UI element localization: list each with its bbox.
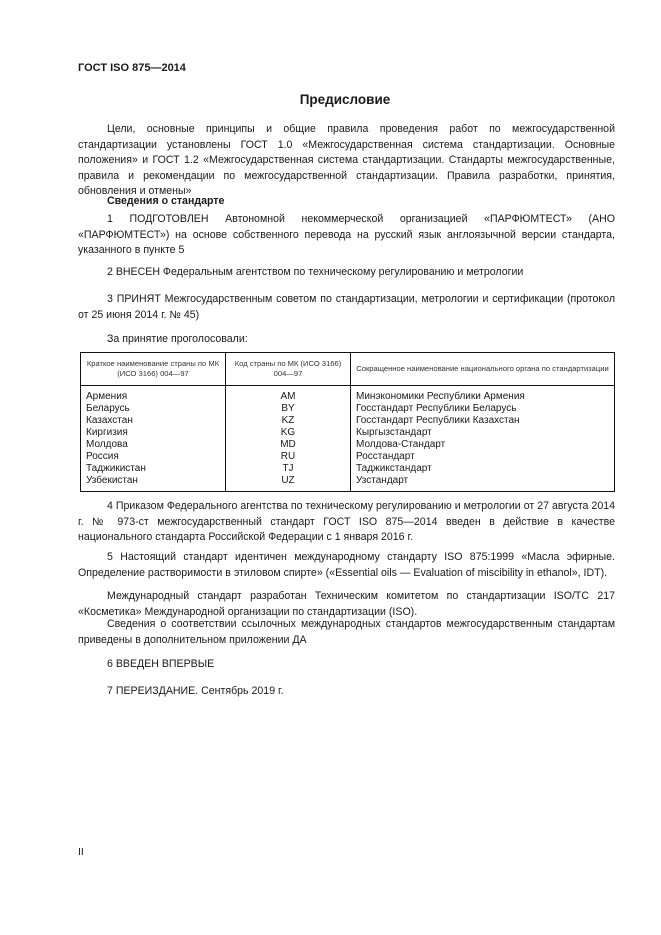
country-cell: Узбекистан	[81, 475, 226, 492]
code-cell: TJ	[226, 463, 351, 475]
table-row	[81, 475, 615, 492]
item-3-paragraph: 3 ПРИНЯТ Межгосударственным советом по стандартизации, метрологии и сертификации (протокол от 25 июня 2014 г. № 45)	[78, 293, 615, 321]
body-cell: Узстандарт	[351, 475, 615, 492]
item-4-paragraph: 4 Приказом Федерального агентства по техническому регулированию и метрологии от 27 августа 2014 г. № 973-ст межгосударственный стандарт ГОСТ ISO 875—2014 введен в действие в качестве национального стандарта Российской Федерации с 1 января 2016 г.	[78, 500, 615, 544]
body-cell: Молдова-Стандарт	[351, 439, 615, 451]
item-5-committee-paragraph: Международный стандарт разработан Техническим комитетом по стандартизации ISO/TC 217 «Косметика» Международной организации по стандартизации (ISO).	[78, 590, 615, 618]
table-row	[81, 415, 615, 427]
table-row	[81, 403, 615, 415]
code-cell: BY	[226, 403, 351, 415]
country-cell: Киргизия	[81, 427, 226, 439]
code-cell: AM	[226, 386, 351, 404]
item-2-paragraph: 2 ВНЕСЕН Федеральным агентством по техническому регулированию и метрологии	[107, 266, 524, 278]
document-code-header: ГОСТ ISO 875—2014	[78, 62, 186, 74]
item-5-references-paragraph: Сведения о соответствии ссылочных международных стандартов межгосударственным стандартам приведены в дополнительном приложении ДА	[78, 618, 615, 646]
table-row	[81, 386, 615, 404]
intro-paragraph: Цели, основные принципы и общие правила проведения работ по межгосударственной стандартизации установлены ГОСТ 1.0 «Межгосударственная система стандартизации. Основные положения» и ГОСТ 1.2 «Межгосударственная система стандартизации. Стандарты межгосударственные, правила и рекомендации по межгосударственной стандартизации. Правила разработки, принятия, обновления и отмены»	[78, 123, 615, 198]
country-cell: Таджикистан	[81, 463, 226, 475]
table-header-body: Сокращенное наименование национального органа по стандартизации	[351, 353, 615, 386]
section-heading: Сведения о стандарте	[107, 195, 225, 207]
table-header-code: Код страны по МК (ИСО 3166) 004—97	[226, 353, 351, 386]
code-cell: KG	[226, 427, 351, 439]
body-cell: Таджикстандарт	[351, 463, 615, 475]
body-cell: Госстандарт Республики Казахстан	[351, 415, 615, 427]
voted-label: За принятие проголосовали:	[107, 333, 248, 345]
voting-countries-table	[80, 352, 615, 492]
page-number: II	[78, 846, 84, 858]
body-cell: Росстандарт	[351, 451, 615, 463]
body-cell: Госстандарт Республики Беларусь	[351, 403, 615, 415]
table-row	[81, 427, 615, 439]
body-cell: Кыргызстандарт	[351, 427, 615, 439]
country-cell: Россия	[81, 451, 226, 463]
table-header-row	[81, 353, 615, 386]
code-cell: KZ	[226, 415, 351, 427]
table-row	[81, 439, 615, 451]
code-cell: MD	[226, 439, 351, 451]
country-cell: Армения	[81, 386, 226, 404]
code-cell: RU	[226, 451, 351, 463]
table-header-country: Краткое наименование страны по МК (ИСО 3166) 004—97	[81, 353, 226, 386]
item-6-paragraph: 6 ВВЕДЕН ВПЕРВЫЕ	[107, 658, 215, 670]
item-1-paragraph: 1 ПОДГОТОВЛЕН Автономной некоммерческой организацией «ПАРФЮМТЕСТ» (АНО «ПАРФЮМТЕСТ») на основе собственного перевода на русский язык англоязычной версии стандарта, указанного в пункте 5	[78, 213, 615, 257]
table-row	[81, 451, 615, 463]
body-cell: Минэкономики Республики Армения	[351, 386, 615, 404]
table-row	[81, 463, 615, 475]
item-7-paragraph: 7 ПЕРЕИЗДАНИЕ. Сентябрь 2019 г.	[107, 685, 284, 697]
code-cell: UZ	[226, 475, 351, 492]
country-cell: Молдова	[81, 439, 226, 451]
page-title: Предисловие	[299, 92, 391, 107]
country-cell: Беларусь	[81, 403, 226, 415]
country-cell: Казахстан	[81, 415, 226, 427]
item-5-paragraph: 5 Настоящий стандарт идентичен международному стандарту ISO 875:1999 «Масла эфирные. Определение растворимости в этиловом спирте» («Essential oils — Evaluation of miscibility in ethanol», IDT).	[78, 551, 615, 579]
